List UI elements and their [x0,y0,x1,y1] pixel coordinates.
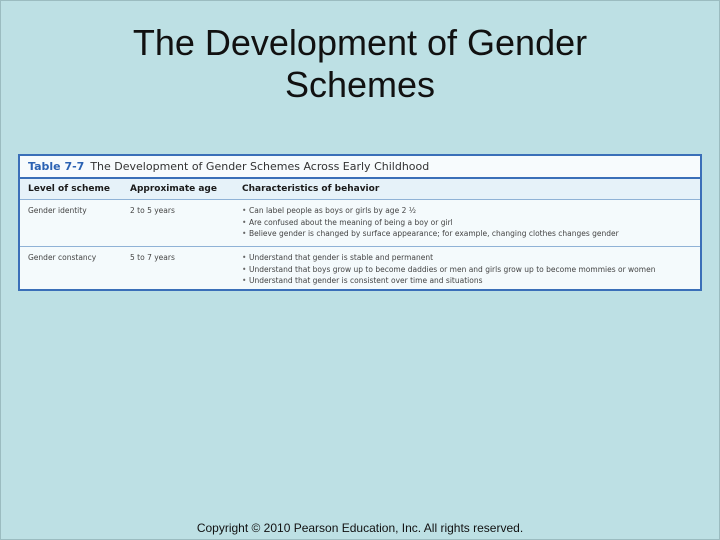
bullet-icon: • [242,229,247,238]
gender-schemes-table [18,154,702,291]
table-caption-text: The Development of Gender Schemes Across Early Childhood [90,160,430,173]
behavior-item-text: Are confused about the meaning of being a boy or girl [249,217,453,227]
behavior-item [242,228,619,240]
behavior-item [242,252,655,264]
row-age: 2 to 5 years [130,206,175,215]
header-level-of-scheme: Level of scheme [28,184,110,194]
row-age: 5 to 7 years [130,253,175,262]
behavior-item-text: Understand that boys grow up to become daddies or men and girls grow up to become mommies or women [249,264,656,274]
bullet-icon: • [242,264,247,274]
behavior-item-text: Understand that gender is stable and permanent [249,253,434,262]
row-level: Gender identity [28,206,87,215]
table-row [20,247,700,291]
table-caption [20,156,700,179]
behavior-list [242,252,655,287]
header-approximate-age: Approximate age [130,184,217,194]
behavior-item-text: Understand that gender is consistent over time and situations [249,276,483,285]
table-number: Table 7-7 [28,160,85,173]
behavior-item-text: Believe gender is changed by surface appearance; for example, changing clothes changes gender [249,229,619,238]
behavior-item [242,205,619,217]
table-header-row [20,179,700,200]
slide-title-line-2: Schemes [284,64,436,105]
bullet-icon: • [242,253,247,262]
bullet-icon: • [242,217,247,227]
behavior-item [242,217,619,229]
bullet-icon: • [242,276,247,285]
copyright-notice: Copyright © 2010 Pearson Education, Inc. All rights reserved. [196,521,524,535]
slide-title [60,22,660,106]
table-row [20,200,700,247]
behavior-item [242,264,655,276]
row-level: Gender constancy [28,253,97,262]
behavior-list [242,205,619,240]
bullet-icon: • [242,206,247,215]
header-characteristics: Characteristics of behavior [242,184,380,194]
behavior-item-text: Can label people as boys or girls by age 2 ½ [249,206,416,215]
behavior-item [242,275,655,287]
slide-title-line-1: The Development of Gender [132,22,588,63]
